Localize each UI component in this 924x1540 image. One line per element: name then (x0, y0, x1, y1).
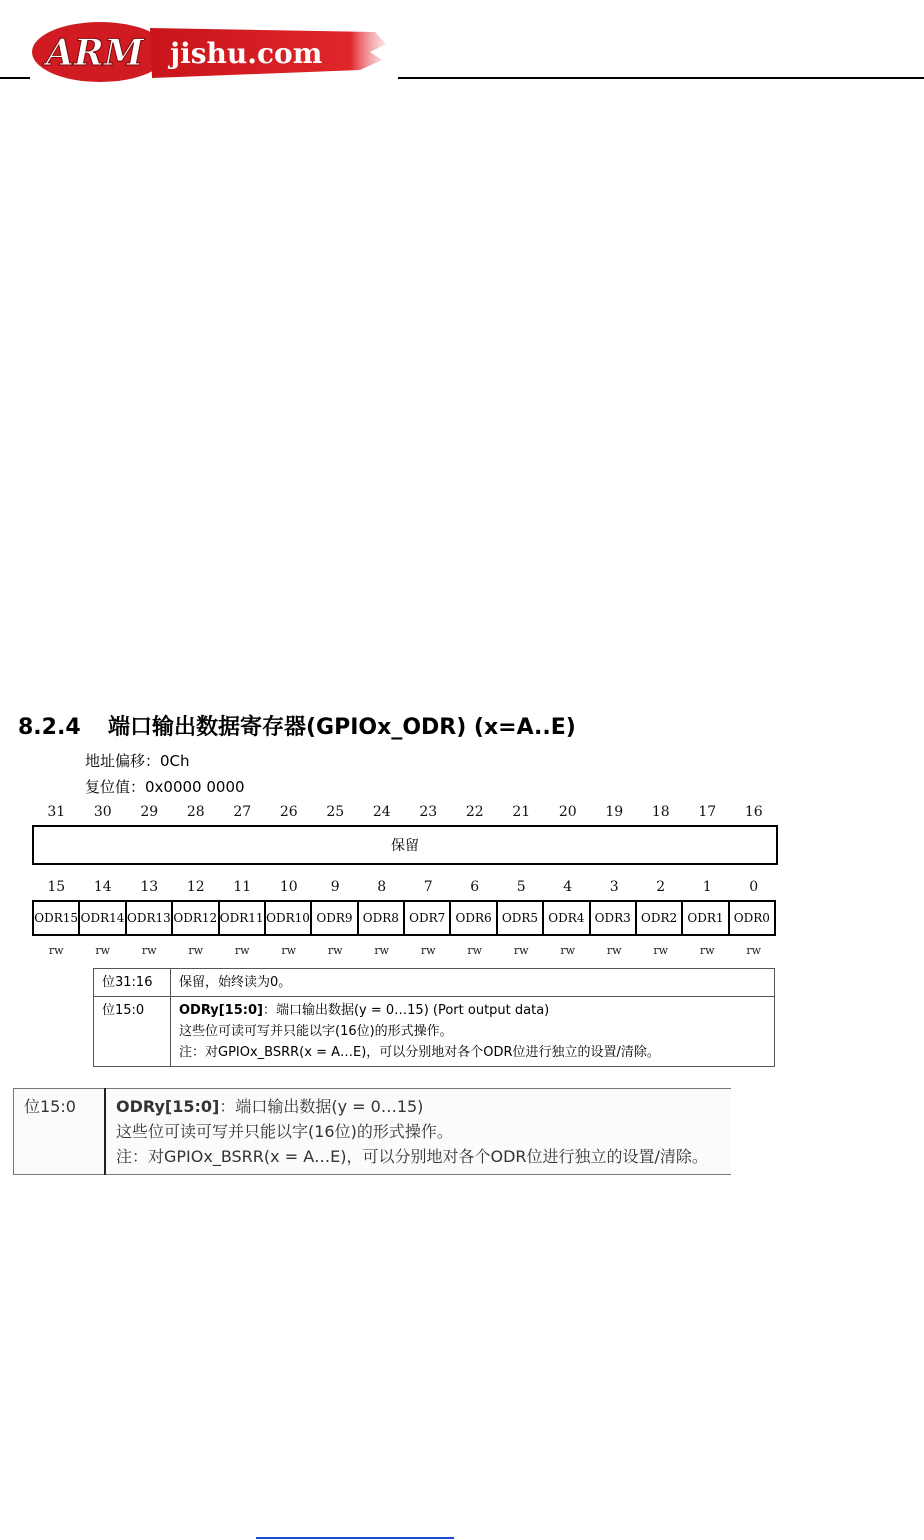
field-name: ODRy[15:0] (116, 1097, 220, 1116)
bit-number: 7 (423, 879, 433, 895)
bit-number: 16 (744, 804, 763, 820)
access-label: rw (560, 944, 576, 957)
description-cell (171, 997, 775, 1067)
description-line: 保留，始终读为0。 (179, 975, 292, 990)
reserved-field (32, 825, 778, 865)
odr-field-cell: ODR15 (32, 900, 80, 936)
odr-field-cell: ODR12 (171, 900, 219, 936)
table-row (94, 969, 775, 997)
table-row (94, 997, 775, 1067)
footer-link-underline[interactable] (256, 1537, 454, 1539)
odr-field-cell: ODR9 (310, 900, 358, 936)
bit-number: 10 (279, 879, 298, 895)
field-summary: ：端口输出数据(y = 0…15) (219, 1097, 424, 1116)
lower-bit-numbers (33, 879, 777, 897)
bit-number: 21 (512, 804, 531, 820)
odr-field-cell: ODR4 (542, 900, 590, 936)
bit-number: 1 (702, 879, 712, 895)
bit-number: 13 (140, 879, 159, 895)
bit-number: 18 (651, 804, 670, 820)
access-label: rw (141, 944, 157, 957)
section-heading (18, 710, 576, 741)
access-label: rw (467, 944, 483, 957)
odr-field-cell: ODR7 (403, 900, 451, 936)
access-label: rw (188, 944, 204, 957)
bit-number: 27 (233, 804, 252, 820)
access-label: rw (234, 944, 250, 957)
section-title: 端口输出数据寄存器(GPIOx_ODR) (x=A..E) (108, 715, 576, 740)
register-figure (0, 702, 830, 1064)
description-line: 注：对GPIOx_BSRR(x = A…E)，可以分别地对各个ODR位进行独立的设置/清除。 (116, 1147, 708, 1166)
bit-number: 28 (186, 804, 205, 820)
odr-field-cell: ODR10 (264, 900, 312, 936)
bit-number: 0 (749, 879, 759, 895)
odr-field-cell: ODR1 (681, 900, 729, 936)
bit-number: 14 (93, 879, 112, 895)
bit-number: 12 (186, 879, 205, 895)
access-label: rw (327, 944, 343, 957)
bit-number: 9 (330, 879, 340, 895)
bit-number: 8 (377, 879, 387, 895)
bit-number: 20 (558, 804, 577, 820)
bit-number: 29 (140, 804, 159, 820)
section-number: 8.2.4 (18, 715, 81, 740)
bit-number: 3 (609, 879, 619, 895)
upper-bit-numbers (33, 804, 777, 822)
access-label: rw (653, 944, 669, 957)
description-line: 注：对GPIOx_BSRR(x = A…E)，可以分别地对各个ODR位进行独立的设置/清除。 (179, 1045, 660, 1060)
access-label: rw (746, 944, 762, 957)
odr-field-cell: ODR14 (78, 900, 126, 936)
bit-number: 31 (47, 804, 66, 820)
odr-field-cell: ODR5 (496, 900, 544, 936)
logo-domain-text: jishu.com (170, 37, 323, 70)
access-label: rw (513, 944, 529, 957)
bit-number: 5 (516, 879, 526, 895)
access-label: rw (420, 944, 436, 957)
bit-number: 15 (47, 879, 66, 895)
bit-number: 11 (233, 879, 252, 895)
access-label: rw (95, 944, 111, 957)
odr-field-cell: ODR13 (125, 900, 173, 936)
header-rule-left (0, 77, 30, 79)
access-label: rw (699, 944, 715, 957)
odr-field-cell: ODR11 (218, 900, 266, 936)
bit-number: 2 (656, 879, 666, 895)
bit-number: 6 (470, 879, 480, 895)
bit-range-cell: 位15:0 (94, 997, 171, 1067)
access-label: rw (606, 944, 622, 957)
zoomed-description-table (13, 1088, 731, 1175)
odr-field-cell: ODR6 (449, 900, 497, 936)
bit-description-table (93, 968, 775, 1067)
description-cell (171, 969, 775, 997)
bit-number: 25 (326, 804, 345, 820)
access-row (33, 944, 777, 960)
odr-field-cell: ODR3 (589, 900, 637, 936)
header-rule-right (398, 77, 924, 79)
bit-number: 19 (605, 804, 624, 820)
field-name: ODRy[15:0] (179, 1003, 263, 1018)
access-label: rw (281, 944, 297, 957)
odr-field-cell: ODR2 (635, 900, 683, 936)
bit-number: 23 (419, 804, 438, 820)
table-row (14, 1089, 732, 1175)
reset-value: 复位值：0x0000 0000 (85, 778, 245, 796)
bit-range-cell: 位15:0 (14, 1089, 106, 1175)
access-label: rw (48, 944, 64, 957)
field-summary: ：端口输出数据(y = 0…15) (Port output data) (262, 1003, 550, 1018)
description-cell (105, 1089, 731, 1175)
bit-number: 17 (698, 804, 717, 820)
bit-number: 30 (93, 804, 112, 820)
bit-number: 26 (279, 804, 298, 820)
bit-number: 22 (465, 804, 484, 820)
bit-number: 24 (372, 804, 391, 820)
odr-field-cell: ODR8 (357, 900, 405, 936)
description-line: 这些位可读可写并只能以字(16位)的形式操作。 (179, 1024, 453, 1039)
bit-range-cell: 位31:16 (94, 969, 171, 997)
bit-number: 4 (563, 879, 573, 895)
description-line: 这些位可读可写并只能以字(16位)的形式操作。 (116, 1122, 453, 1141)
odr-field-cell: ODR0 (728, 900, 776, 936)
odr-field-row (32, 900, 776, 936)
zoomed-description-figure (13, 1088, 731, 1174)
armjishu-logo (30, 18, 390, 84)
address-offset: 地址偏移：0Ch (85, 752, 190, 770)
logo-arm-text: ARM (46, 32, 144, 74)
access-label: rw (374, 944, 390, 957)
reserved-label: 保留 (391, 838, 419, 854)
